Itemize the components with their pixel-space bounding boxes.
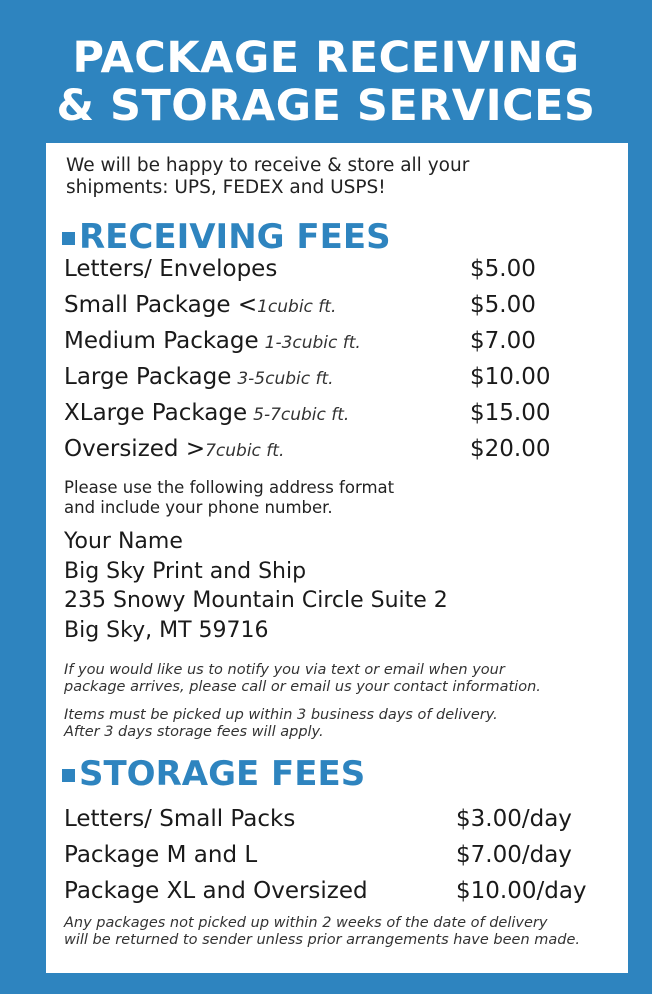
fee-item-size: 3-5cubic ft.	[237, 369, 334, 389]
storage-item-price: $10.00/day	[456, 878, 587, 904]
return-policy-note: Any packages not picked up within 2 weeks of the date of delivery will be returned to sender unless prior arrangements have been made.	[64, 915, 581, 948]
receiving-fee-row	[64, 254, 564, 286]
receiving-fee-row	[64, 326, 564, 358]
fee-item-price: $5.00	[470, 292, 536, 318]
storage-item-price: $3.00/day	[456, 806, 572, 832]
fee-item-name: XLarge Package	[64, 400, 248, 426]
pickup-policy-note: Items must be picked up within 3 business days of delivery. After 3 days storage fees will apply.	[64, 707, 498, 740]
bullet-square-icon	[62, 769, 75, 782]
address-line: Your Name	[64, 529, 183, 554]
fee-item-price: $7.00	[470, 328, 536, 354]
receiving-fees-heading: RECEIVING FEES	[62, 217, 391, 257]
fee-item-price: $15.00	[470, 400, 551, 426]
fee-item-name: Oversized >	[64, 436, 206, 462]
storage-item-price: $7.00/day	[456, 842, 572, 868]
page-title	[0, 34, 652, 130]
receiving-fee-row	[64, 362, 564, 394]
title-line-2: & STORAGE SERVICES	[56, 81, 596, 131]
fee-item-size: 7cubic ft.	[205, 441, 285, 461]
receiving-fee-row	[64, 434, 564, 466]
notification-note: If you would like us to notify you via text or email when your package arrives, please call or email us your contact information.	[64, 662, 541, 695]
fee-item-size: 1cubic ft.	[257, 297, 337, 317]
storage-fee-row	[64, 840, 572, 870]
storage-item-name: Package XL and Oversized	[64, 878, 368, 904]
fee-item-price: $10.00	[470, 364, 551, 390]
receiving-fee-row	[64, 290, 564, 322]
intro-line-1: We will be happy to receive & store all your	[66, 155, 470, 176]
address-line: Big Sky, MT 59716	[64, 617, 269, 643]
fee-item-size: 5-7cubic ft.	[253, 405, 350, 425]
receiving-fee-row	[64, 398, 564, 430]
intro-line-2: shipments: UPS, FEDEX and USPS!	[66, 177, 386, 198]
fee-item-size: 1-3cubic ft.	[264, 333, 361, 353]
storage-item-name: Letters/ Small Packs	[64, 806, 296, 832]
bullet-square-icon	[62, 232, 75, 245]
storage-fee-row	[64, 876, 587, 906]
address-format-note: Please use the following address format and include your phone number.	[64, 478, 395, 517]
intro-text	[66, 155, 469, 199]
storage-fees-heading: STORAGE FEES	[62, 754, 365, 794]
fee-item-name: Small Package <	[64, 292, 258, 318]
fee-item-name: Medium Package	[64, 328, 259, 354]
fee-item-name: Letters/ Envelopes	[64, 256, 278, 282]
storage-fee-row	[64, 804, 572, 834]
fee-item-name: Large Package	[64, 364, 232, 390]
mailing-address	[64, 527, 448, 645]
address-line: Big Sky Print and Ship	[64, 558, 307, 584]
storage-item-name: Package M and L	[64, 842, 258, 868]
fee-item-price: $20.00	[470, 436, 551, 462]
address-line: 235 Snowy Mountain Circle Suite 2	[64, 588, 448, 613]
title-line-1: PACKAGE RECEIVING	[72, 33, 580, 83]
fee-item-price: $5.00	[470, 256, 536, 282]
